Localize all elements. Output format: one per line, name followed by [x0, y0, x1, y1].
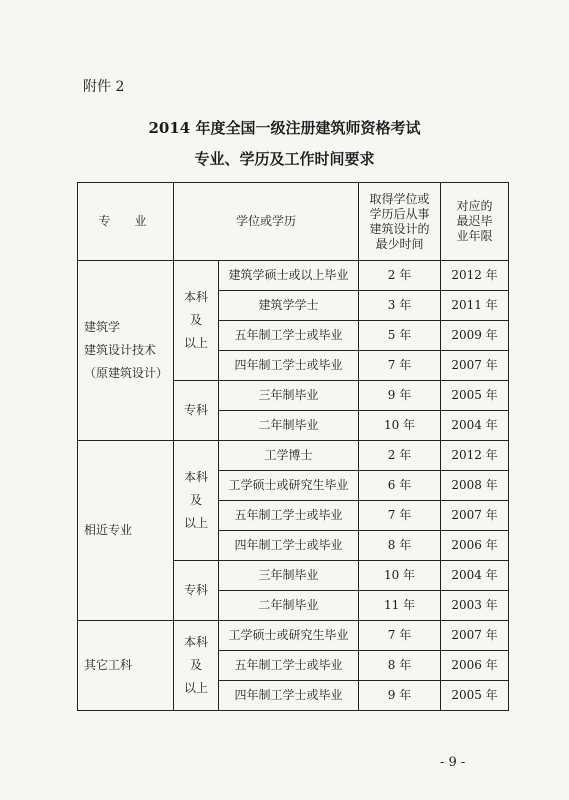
- level-line: 以上: [183, 335, 208, 350]
- level-line: 本科: [183, 470, 208, 485]
- min-years-cell: 6 年: [359, 471, 441, 501]
- min-years-cell: 9 年: [359, 681, 441, 711]
- min-years-cell: 2 年: [359, 441, 441, 471]
- specialty-cell: [78, 441, 174, 621]
- level-line: 以上: [183, 680, 208, 695]
- degree-cell: 四年制工学士或毕业: [219, 351, 359, 381]
- latest-grad-cell: 2006 年: [441, 531, 509, 561]
- level-line: 专科: [183, 583, 208, 598]
- degree-cell: 工学硕士或研究生毕业: [219, 471, 359, 501]
- latest-grad-cell: 2012 年: [441, 261, 509, 291]
- header-latest-grad: [441, 183, 509, 261]
- min-years-cell: 7 年: [359, 621, 441, 651]
- latest-grad-cell: 2005 年: [441, 381, 509, 411]
- table-row: [78, 261, 509, 291]
- degree-cell: 五年制工学士或毕业: [219, 501, 359, 531]
- min-years-cell: 2 年: [359, 261, 441, 291]
- min-years-cell: 9 年: [359, 381, 441, 411]
- min-years-cell: 3 年: [359, 291, 441, 321]
- table-row: [78, 621, 509, 651]
- latest-grad-cell: 2007 年: [441, 501, 509, 531]
- degree-cell: 建筑学硕士或以上毕业: [219, 261, 359, 291]
- latest-grad-cell: 2006 年: [441, 651, 509, 681]
- page-number: - 9 -: [440, 755, 466, 770]
- level-cell: [174, 561, 219, 621]
- specialty-cell: [78, 621, 174, 711]
- degree-cell: 五年制工学士或毕业: [219, 651, 359, 681]
- min-years-cell: 7 年: [359, 351, 441, 381]
- attachment-label: 附件 2: [83, 79, 125, 95]
- header-latest-grad-line: 业年限: [456, 229, 493, 243]
- latest-grad-cell: 2003 年: [441, 591, 509, 621]
- latest-grad-cell: 2007 年: [441, 621, 509, 651]
- document-title: 2014 年度全国一级注册建筑师资格考试: [148, 119, 421, 137]
- specialty-line: 其它工科: [84, 658, 133, 673]
- degree-cell: 三年制毕业: [219, 381, 359, 411]
- level-line: 及: [189, 313, 202, 328]
- degree-cell: 工学硕士或研究生毕业: [219, 621, 359, 651]
- level-line: 本科: [183, 290, 208, 305]
- specialty-line: 相近专业: [84, 523, 133, 538]
- header-latest-grad-line: 对应的: [456, 199, 493, 213]
- header-min-years-line: 最少时间: [375, 236, 424, 251]
- latest-grad-cell: 2009 年: [441, 321, 509, 351]
- latest-grad-cell: 2004 年: [441, 561, 509, 591]
- latest-grad-cell: 2007 年: [441, 351, 509, 381]
- header-min-years: [359, 183, 441, 261]
- level-line: 及: [189, 493, 202, 508]
- table-row: [78, 441, 509, 471]
- latest-grad-cell: 2012 年: [441, 441, 509, 471]
- degree-cell: 三年制毕业: [219, 561, 359, 591]
- header-specialty: 专 业: [78, 183, 174, 261]
- latest-grad-cell: 2005 年: [441, 681, 509, 711]
- min-years-cell: 11 年: [359, 591, 441, 621]
- specialty-line: 建筑学: [84, 320, 121, 335]
- level-line: 及: [189, 658, 202, 673]
- header-latest-grad-line: 最迟毕: [456, 214, 493, 228]
- level-line: 以上: [183, 515, 208, 530]
- requirements-table-body: [78, 183, 509, 711]
- header-degree: 学位或学历: [174, 183, 359, 261]
- level-line: 本科: [183, 635, 208, 650]
- min-years-cell: 8 年: [359, 651, 441, 681]
- min-years-cell: 10 年: [359, 411, 441, 441]
- min-years-cell: 7 年: [359, 501, 441, 531]
- table-header-row: [78, 183, 509, 261]
- level-line: 专科: [183, 403, 208, 418]
- level-cell: [174, 441, 219, 561]
- min-years-cell: 5 年: [359, 321, 441, 351]
- degree-cell: 二年制毕业: [219, 411, 359, 441]
- latest-grad-cell: 2011 年: [441, 291, 509, 321]
- level-cell: [174, 381, 219, 441]
- header-min-years-line: 建筑设计的: [369, 221, 430, 236]
- specialty-line: 建筑设计技术: [84, 343, 157, 358]
- level-cell: [174, 621, 219, 711]
- degree-cell: 工学博士: [219, 441, 359, 471]
- degree-cell: 五年制工学士或毕业: [219, 321, 359, 351]
- document-subtitle: 专业、学历及工作时间要求: [194, 150, 375, 168]
- degree-cell: 四年制工学士或毕业: [219, 681, 359, 711]
- min-years-cell: 10 年: [359, 561, 441, 591]
- requirements-table: [77, 182, 509, 711]
- degree-cell: 二年制毕业: [219, 591, 359, 621]
- specialty-cell: [78, 261, 174, 441]
- specialty-line: （原建筑设计）: [84, 365, 169, 380]
- latest-grad-cell: 2004 年: [441, 411, 509, 441]
- level-cell: [174, 261, 219, 381]
- degree-cell: 建筑学学士: [219, 291, 359, 321]
- degree-cell: 四年制工学士或毕业: [219, 531, 359, 561]
- latest-grad-cell: 2008 年: [441, 471, 509, 501]
- header-min-years-line: 取得学位或: [369, 191, 430, 206]
- min-years-cell: 8 年: [359, 531, 441, 561]
- header-min-years-line: 学历后从事: [369, 206, 430, 221]
